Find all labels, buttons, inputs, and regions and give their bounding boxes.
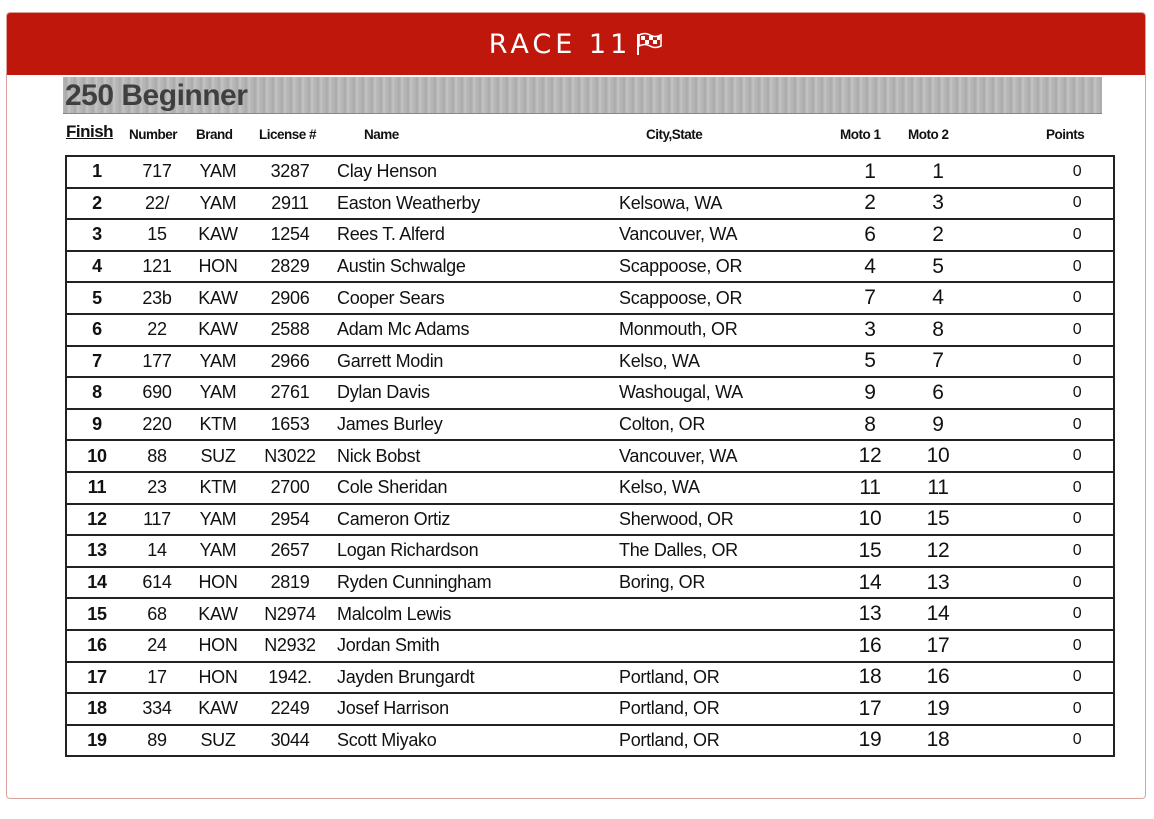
rider-name-cell: Scott Miyako [331, 725, 619, 757]
rider-name-cell: Cooper Sears [331, 282, 619, 314]
spacer-cell [971, 725, 1041, 757]
moto1-cell: 4 [835, 251, 905, 283]
points-cell: 0 [1041, 251, 1114, 283]
brand-cell: KTM [187, 472, 249, 504]
city-state-cell [619, 156, 835, 188]
rider-name-cell: Garrett Modin [331, 346, 619, 378]
spacer-cell [971, 188, 1041, 220]
table-row [66, 662, 1114, 694]
rider-name-cell: Josef Harrison [331, 693, 619, 725]
finish-cell: 12 [66, 504, 127, 536]
column-headers [63, 121, 1109, 143]
table-row [66, 282, 1114, 314]
brand-cell: YAM [187, 188, 249, 220]
header-points: Points [1046, 127, 1085, 142]
moto2-cell: 11 [905, 472, 971, 504]
table-row [66, 535, 1114, 567]
finish-cell: 13 [66, 535, 127, 567]
brand-cell: KTM [187, 409, 249, 441]
number-cell: 23 [127, 472, 187, 504]
rider-name-cell: Cameron Ortiz [331, 504, 619, 536]
finish-cell: 15 [66, 598, 127, 630]
points-cell: 0 [1041, 314, 1114, 346]
moto1-cell: 10 [835, 504, 905, 536]
rider-name-cell: Jayden Brungardt [331, 662, 619, 694]
city-state-cell: Sherwood, OR [619, 504, 835, 536]
license-cell: 1942. [249, 662, 331, 694]
moto1-cell: 19 [835, 725, 905, 757]
spacer-cell [971, 535, 1041, 567]
table-row [66, 377, 1114, 409]
moto1-cell: 14 [835, 567, 905, 599]
number-cell: 334 [127, 693, 187, 725]
number-cell: 717 [127, 156, 187, 188]
city-state-cell: Washougal, WA [619, 377, 835, 409]
moto1-cell: 8 [835, 409, 905, 441]
moto2-cell: 14 [905, 598, 971, 630]
license-cell: 2657 [249, 535, 331, 567]
brand-cell: SUZ [187, 725, 249, 757]
checkered-flag-icon [635, 31, 663, 57]
number-cell: 15 [127, 219, 187, 251]
points-cell: 0 [1041, 377, 1114, 409]
moto2-cell: 17 [905, 630, 971, 662]
spacer-cell [971, 567, 1041, 599]
rider-name-cell: Adam Mc Adams [331, 314, 619, 346]
rider-name-cell: Ryden Cunningham [331, 567, 619, 599]
moto1-cell: 15 [835, 535, 905, 567]
number-cell: 24 [127, 630, 187, 662]
city-state-cell: Colton, OR [619, 409, 835, 441]
rider-name-cell: Clay Henson [331, 156, 619, 188]
header-brand: Brand [196, 127, 233, 142]
license-cell: N3022 [249, 440, 331, 472]
spacer-cell [971, 598, 1041, 630]
number-cell: 22 [127, 314, 187, 346]
city-state-cell [619, 598, 835, 630]
points-cell: 0 [1041, 346, 1114, 378]
license-cell: 2700 [249, 472, 331, 504]
moto2-cell: 9 [905, 409, 971, 441]
finish-cell: 6 [66, 314, 127, 346]
number-cell: 88 [127, 440, 187, 472]
points-cell: 0 [1041, 472, 1114, 504]
moto1-cell: 11 [835, 472, 905, 504]
results-table [65, 155, 1115, 757]
header-city-state: City,State [646, 127, 703, 142]
results-card [6, 12, 1146, 799]
license-cell: 2954 [249, 504, 331, 536]
rider-name-cell: James Burley [331, 409, 619, 441]
points-cell: 0 [1041, 630, 1114, 662]
license-cell: 2829 [249, 251, 331, 283]
brand-cell: KAW [187, 219, 249, 251]
city-state-cell [619, 630, 835, 662]
city-state-cell: Vancouver, WA [619, 440, 835, 472]
finish-cell: 2 [66, 188, 127, 220]
city-state-cell: Portland, OR [619, 693, 835, 725]
number-cell: 23b [127, 282, 187, 314]
moto2-cell: 15 [905, 504, 971, 536]
moto1-cell: 7 [835, 282, 905, 314]
rider-name-cell: Nick Bobst [331, 440, 619, 472]
spacer-cell [971, 156, 1041, 188]
brand-cell: HON [187, 630, 249, 662]
spacer-cell [971, 282, 1041, 314]
moto1-cell: 12 [835, 440, 905, 472]
table-row [66, 409, 1114, 441]
finish-cell: 5 [66, 282, 127, 314]
brand-cell: SUZ [187, 440, 249, 472]
moto2-cell: 6 [905, 377, 971, 409]
points-cell: 0 [1041, 598, 1114, 630]
license-cell: 2911 [249, 188, 331, 220]
number-cell: 117 [127, 504, 187, 536]
brand-cell: YAM [187, 346, 249, 378]
number-cell: 614 [127, 567, 187, 599]
license-cell: 2906 [249, 282, 331, 314]
moto1-cell: 13 [835, 598, 905, 630]
spacer-cell [971, 630, 1041, 662]
city-state-cell: Vancouver, WA [619, 219, 835, 251]
header-number: Number [129, 127, 178, 142]
header-license: License # [259, 127, 317, 142]
moto1-cell: 18 [835, 662, 905, 694]
spacer-cell [971, 440, 1041, 472]
license-cell: 2819 [249, 567, 331, 599]
rider-name-cell: Rees T. Alferd [331, 219, 619, 251]
table-row [66, 472, 1114, 504]
moto1-cell: 3 [835, 314, 905, 346]
number-cell: 121 [127, 251, 187, 283]
brand-cell: YAM [187, 377, 249, 409]
table-row [66, 156, 1114, 188]
moto1-cell: 17 [835, 693, 905, 725]
spacer-cell [971, 693, 1041, 725]
header-name: Name [364, 127, 399, 142]
table-row [66, 693, 1114, 725]
moto2-cell: 13 [905, 567, 971, 599]
rider-name-cell: Austin Schwalge [331, 251, 619, 283]
table-row [66, 219, 1114, 251]
number-cell: 220 [127, 409, 187, 441]
table-row [66, 504, 1114, 536]
rider-name-cell: Logan Richardson [331, 535, 619, 567]
spacer-cell [971, 219, 1041, 251]
city-state-cell: Scappoose, OR [619, 282, 835, 314]
moto2-cell: 4 [905, 282, 971, 314]
points-cell: 0 [1041, 156, 1114, 188]
moto2-cell: 10 [905, 440, 971, 472]
finish-cell: 7 [66, 346, 127, 378]
moto1-cell: 2 [835, 188, 905, 220]
table-row [66, 567, 1114, 599]
finish-cell: 1 [66, 156, 127, 188]
table-row [66, 725, 1114, 757]
category-title: 250 Beginner [65, 79, 248, 112]
license-cell: 1653 [249, 409, 331, 441]
license-cell: 2249 [249, 693, 331, 725]
brand-cell: YAM [187, 156, 249, 188]
finish-cell: 11 [66, 472, 127, 504]
number-cell: 177 [127, 346, 187, 378]
finish-cell: 17 [66, 662, 127, 694]
moto1-cell: 6 [835, 219, 905, 251]
license-cell: N2974 [249, 598, 331, 630]
moto2-cell: 16 [905, 662, 971, 694]
license-cell: 1254 [249, 219, 331, 251]
moto2-cell: 1 [905, 156, 971, 188]
brand-cell: KAW [187, 598, 249, 630]
points-cell: 0 [1041, 219, 1114, 251]
finish-cell: 9 [66, 409, 127, 441]
moto2-cell: 3 [905, 188, 971, 220]
city-state-cell: Kelso, WA [619, 472, 835, 504]
finish-cell: 8 [66, 377, 127, 409]
points-cell: 0 [1041, 535, 1114, 567]
finish-cell: 19 [66, 725, 127, 757]
table-row [66, 314, 1114, 346]
brand-cell: HON [187, 662, 249, 694]
spacer-cell [971, 409, 1041, 441]
points-cell: 0 [1041, 725, 1114, 757]
brand-cell: HON [187, 567, 249, 599]
moto2-cell: 2 [905, 219, 971, 251]
points-cell: 0 [1041, 504, 1114, 536]
number-cell: 22/ [127, 188, 187, 220]
city-state-cell: Scappoose, OR [619, 251, 835, 283]
brand-cell: KAW [187, 314, 249, 346]
finish-cell: 3 [66, 219, 127, 251]
moto2-cell: 19 [905, 693, 971, 725]
moto2-cell: 8 [905, 314, 971, 346]
number-cell: 14 [127, 535, 187, 567]
rider-name-cell: Easton Weatherby [331, 188, 619, 220]
license-cell: 2588 [249, 314, 331, 346]
license-cell: 3044 [249, 725, 331, 757]
finish-cell: 10 [66, 440, 127, 472]
points-cell: 0 [1041, 567, 1114, 599]
city-state-cell: Kelsowa, WA [619, 188, 835, 220]
number-cell: 17 [127, 662, 187, 694]
license-cell: 3287 [249, 156, 331, 188]
rider-name-cell: Malcolm Lewis [331, 598, 619, 630]
table-row [66, 188, 1114, 220]
brand-cell: HON [187, 251, 249, 283]
spacer-cell [971, 504, 1041, 536]
points-cell: 0 [1041, 409, 1114, 441]
city-state-cell: Portland, OR [619, 725, 835, 757]
header-moto1: Moto 1 [840, 127, 881, 142]
moto1-cell: 1 [835, 156, 905, 188]
scanned-results-sheet [63, 77, 1109, 787]
table-row [66, 440, 1114, 472]
city-state-cell: Boring, OR [619, 567, 835, 599]
category-band [63, 77, 1102, 114]
header-finish: Finish [66, 122, 114, 141]
race-title: RACE 11 [488, 28, 632, 60]
finish-cell: 14 [66, 567, 127, 599]
moto2-cell: 7 [905, 346, 971, 378]
brand-cell: KAW [187, 693, 249, 725]
table-row [66, 346, 1114, 378]
points-cell: 0 [1041, 188, 1114, 220]
city-state-cell: Portland, OR [619, 662, 835, 694]
moto1-cell: 5 [835, 346, 905, 378]
table-row [66, 251, 1114, 283]
table-row [66, 598, 1114, 630]
race-header [7, 13, 1145, 75]
rider-name-cell: Jordan Smith [331, 630, 619, 662]
brand-cell: YAM [187, 535, 249, 567]
finish-cell: 4 [66, 251, 127, 283]
spacer-cell [971, 662, 1041, 694]
number-cell: 89 [127, 725, 187, 757]
number-cell: 690 [127, 377, 187, 409]
spacer-cell [971, 346, 1041, 378]
header-moto2: Moto 2 [908, 127, 949, 142]
license-cell: 2966 [249, 346, 331, 378]
license-cell: N2932 [249, 630, 331, 662]
brand-cell: KAW [187, 282, 249, 314]
spacer-cell [971, 472, 1041, 504]
moto2-cell: 18 [905, 725, 971, 757]
rider-name-cell: Cole Sheridan [331, 472, 619, 504]
license-cell: 2761 [249, 377, 331, 409]
spacer-cell [971, 314, 1041, 346]
points-cell: 0 [1041, 662, 1114, 694]
finish-cell: 16 [66, 630, 127, 662]
moto1-cell: 16 [835, 630, 905, 662]
points-cell: 0 [1041, 282, 1114, 314]
city-state-cell: Kelso, WA [619, 346, 835, 378]
spacer-cell [971, 251, 1041, 283]
rider-name-cell: Dylan Davis [331, 377, 619, 409]
finish-cell: 18 [66, 693, 127, 725]
points-cell: 0 [1041, 440, 1114, 472]
number-cell: 68 [127, 598, 187, 630]
moto2-cell: 12 [905, 535, 971, 567]
moto2-cell: 5 [905, 251, 971, 283]
city-state-cell: Monmouth, OR [619, 314, 835, 346]
spacer-cell [971, 377, 1041, 409]
moto1-cell: 9 [835, 377, 905, 409]
brand-cell: YAM [187, 504, 249, 536]
city-state-cell: The Dalles, OR [619, 535, 835, 567]
points-cell: 0 [1041, 693, 1114, 725]
table-row [66, 630, 1114, 662]
